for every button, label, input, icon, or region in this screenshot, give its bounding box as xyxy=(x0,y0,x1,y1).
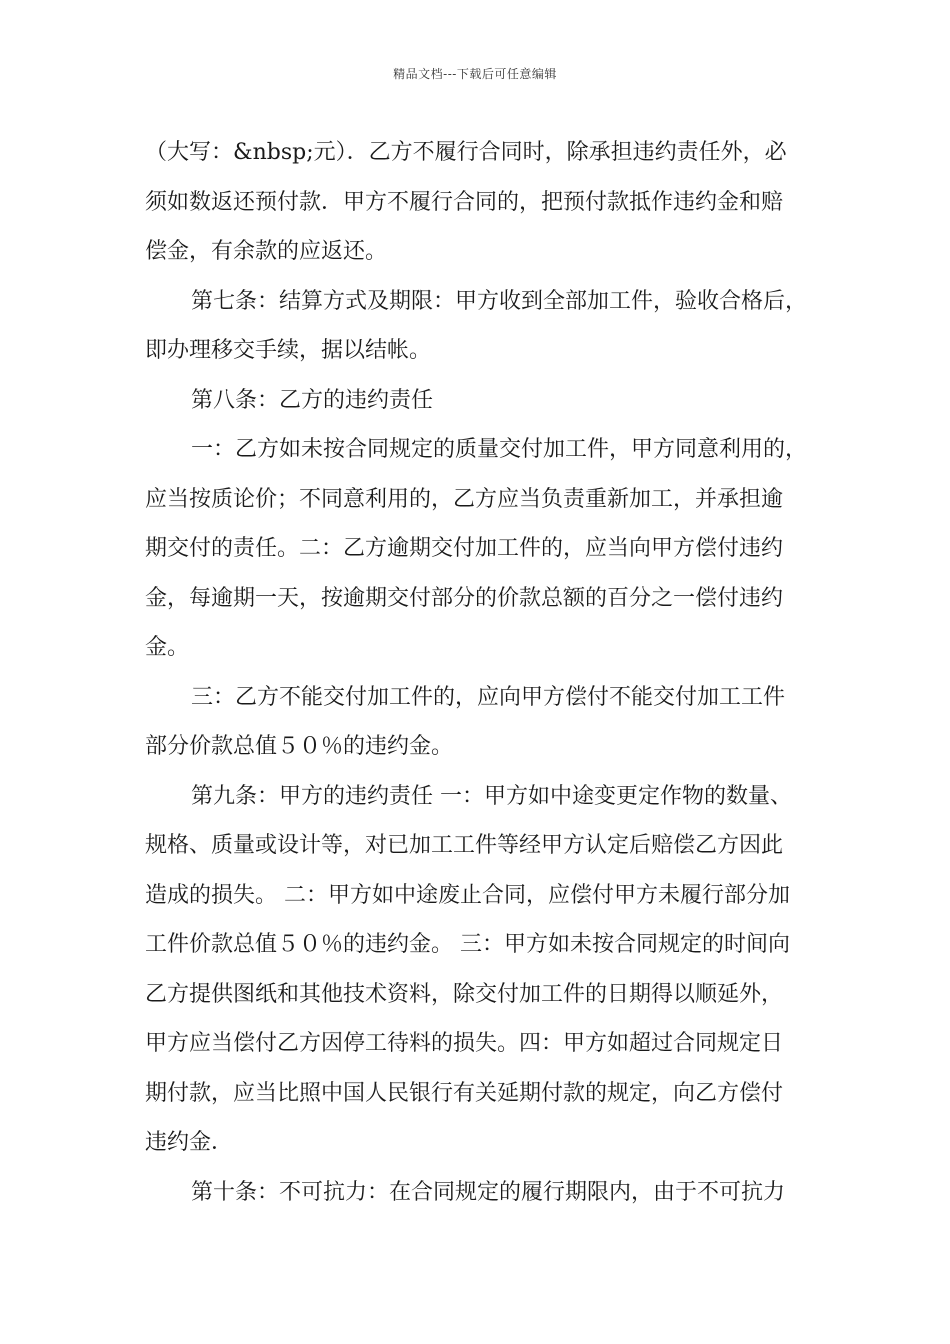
text-line: 第十条：不可抗力：在合同规定的履行期限内，由于不可抗力 xyxy=(191,1179,786,1205)
text-line: 违约金． xyxy=(145,1130,234,1155)
text-line: 规格、质量或设计等，对已加工工件等经甲方认定后赔偿乙方因此 xyxy=(145,833,784,858)
text-line: （大写：&nbsp;元）．乙方不履行合同时，除承担违约责任外，必 xyxy=(145,140,787,165)
text-line: 金。 xyxy=(145,635,190,660)
text-line: 工件价款总值５０％的违约金。 三：甲方如未按合同规定的时间向 xyxy=(145,932,790,957)
text-line: 乙方提供图纸和其他技术资料，除交付加工件的日期得以顺延外， xyxy=(145,981,784,1007)
text-line: 三：乙方不能交付加工件的，应向甲方偿付不能交付加工工件 xyxy=(191,684,786,710)
text-line: 须如数返还预付款．甲方不履行合同的，把预付款抵作违约金和赔 xyxy=(145,189,784,215)
text-line: 期交付的责任。二：乙方逾期交付加工件的，应当向甲方偿付违约 xyxy=(145,536,784,561)
text-line: 第七条：结算方式及期限：甲方收到全部加工件，验收合格后， xyxy=(191,288,808,314)
page-header: 精品文档---下载后可任意编辑 xyxy=(393,67,557,81)
text-line: 期付款，应当比照中国人民银行有关延期付款的规定，向乙方偿付 xyxy=(145,1080,784,1106)
text-line: 应当按质论价；不同意利用的，乙方应当负责重新加工，并承担逾 xyxy=(145,486,784,512)
text-line: 部分价款总值５０％的违约金。 xyxy=(145,734,454,759)
document-body xyxy=(145,128,825,1217)
text-line: 一：乙方如未按合同规定的质量交付加工件，甲方同意利用的， xyxy=(191,437,808,462)
text-line: 偿金，有余款的应返还。 xyxy=(145,239,388,264)
text-line: 即办理移交手续，据以结帐。 xyxy=(145,338,432,363)
text-line: 金，每逾期一天，按逾期交付部分的价款总额的百分之一偿付违约 xyxy=(145,585,784,611)
text-line: 造成的损失。 二：甲方如中途废止合同，应偿付甲方未履行部分加 xyxy=(145,882,790,908)
text-line: 甲方应当偿付乙方因停工待料的损失。四：甲方如超过合同规定日 xyxy=(145,1031,784,1056)
text-line: 第九条：甲方的违约责任 一：甲方如中途变更定作物的数量、 xyxy=(191,783,792,809)
text-line: 第八条：乙方的违约责任 xyxy=(191,387,434,413)
